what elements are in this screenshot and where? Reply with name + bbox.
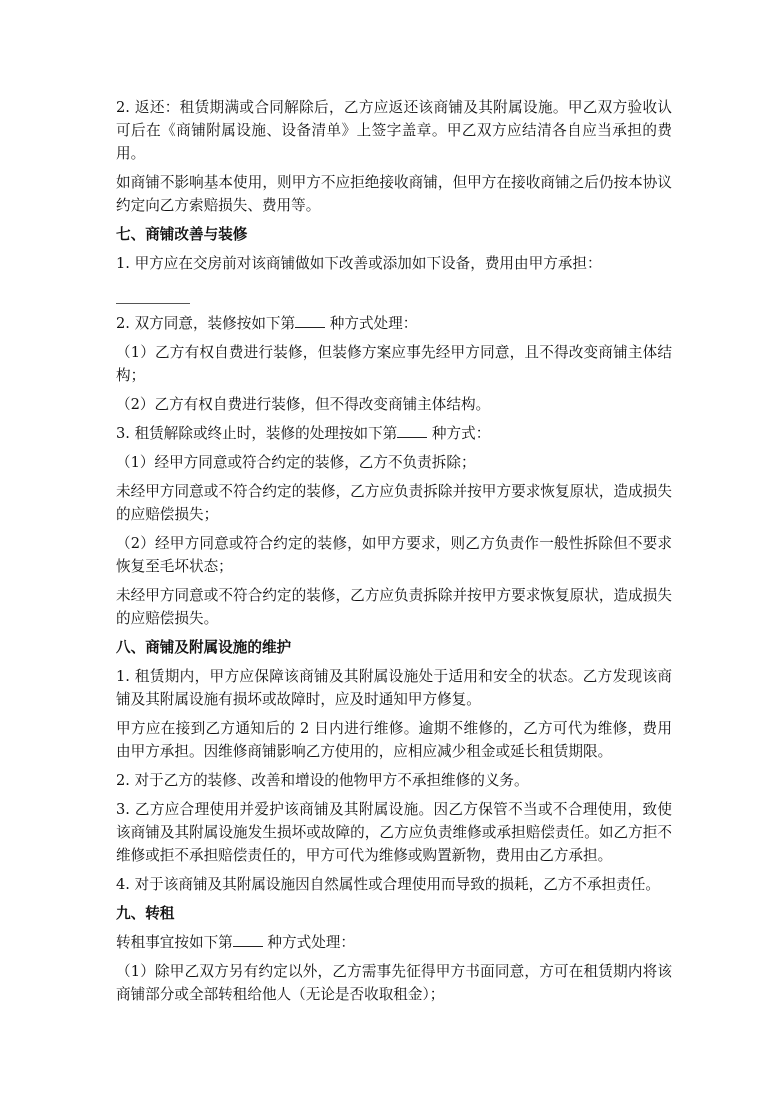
paragraph-text-after: 种方式： bbox=[431, 425, 491, 442]
paragraph: 2. 对于乙方的装修、改善和增设的他物甲方不承担维修的义务。 bbox=[116, 772, 529, 789]
paragraph: 4. 对于该商铺及其附属设施因自然属性或合理使用而导致的损耗，乙方不承担责任。 bbox=[116, 876, 660, 893]
paragraph: 如商铺不影响基本使用，则甲方不应拒绝接收商铺，但甲方在接收商铺之后仍按本协议约定向乙方索赔损失、费用等。 bbox=[116, 174, 672, 214]
paragraph: （1）乙方有权自费进行装修，但装修方案应事先经甲方同意，且不得改变商铺主体结构； bbox=[116, 344, 672, 384]
paragraph: 3. 乙方应合理使用并爱护该商铺及其附属设施。因乙方保管不当或不合理使用，致使该商铺及其附属设施发生损坏或故障的，乙方应负责维修或承担赔偿责任。如乙方拒不维修或拒不承担赔偿责任的，甲方可代为维修或购置新物，费用由乙方承担。 bbox=[116, 801, 672, 864]
paragraph-text-after: 种方式处理： bbox=[267, 934, 355, 951]
fill-in-blank bbox=[233, 931, 263, 947]
paragraph: 未经甲方同意或不符合约定的装修，乙方应负责拆除并按甲方要求恢复原状，造成损失的应赔偿损失。 bbox=[116, 587, 672, 627]
paragraph: 1. 甲方应在交房前对该商铺做如下改善或添加如下设备，费用由甲方承担： bbox=[116, 255, 602, 272]
fill-in-blank bbox=[295, 312, 325, 328]
paragraph: 未经甲方同意或不符合约定的装修，乙方应负责拆除并按甲方要求恢复原状，造成损失的应赔偿损失； bbox=[116, 483, 672, 523]
paragraph: 甲方应在接到乙方通知后的 2 日内进行维修。逾期不维修的，乙方可代为维修，费用由甲方承担。因维修商铺影响乙方使用的，应相应减少租金或延长租赁期限。 bbox=[116, 720, 672, 760]
fill-in-blank bbox=[397, 422, 427, 438]
paragraph-text-before: 3. 租赁解除或终止时，装修的处理按如下第 bbox=[116, 425, 398, 442]
paragraph-text-before: 2. 双方同意，装修按如下第 bbox=[116, 315, 296, 332]
paragraph: （1）除甲乙双方另有约定以外，乙方需事先征得甲方书面同意，方可在租赁期内将该商铺部分或全部转租给他人（无论是否收取租金）； bbox=[116, 963, 672, 1003]
paragraph-text-after: 种方式处理： bbox=[329, 315, 418, 332]
paragraph: （2）乙方有权自费进行装修，但不得改变商铺主体结构。 bbox=[116, 396, 491, 413]
paragraph: （2）经甲方同意或符合约定的装修，如甲方要求，则乙方负责作一般性拆除但不要求恢复至毛坏状态； bbox=[116, 535, 672, 575]
section-heading: 九、转租 bbox=[116, 905, 175, 922]
paragraph: （1）经甲方同意或符合约定的装修，乙方不负责拆除； bbox=[116, 454, 476, 471]
paragraph-text-before: 转租事宜按如下第 bbox=[116, 934, 233, 951]
paragraph: 1. 租赁期内，甲方应保障该商铺及其附属设施处于适用和安全的状态。乙方发现该商铺及其附属设施有损坏或故障时，应及时通知甲方修复。 bbox=[116, 668, 672, 708]
section-heading: 七、商铺改善与装修 bbox=[116, 226, 248, 243]
paragraph-with-blank bbox=[116, 931, 672, 954]
fill-in-blank-line bbox=[116, 281, 190, 304]
section-heading: 八、商铺及附属设施的维护 bbox=[116, 639, 292, 656]
paragraph-with-blank bbox=[116, 312, 672, 335]
paragraph-with-blank bbox=[116, 422, 672, 445]
paragraph: 2. 返还：租赁期满或合同解除后，乙方应返还该商铺及其附属设施。甲乙双方验收认可后在《商铺附属设施、设备清单》上签字盖章。甲乙双方应结清各自应当承担的费用。 bbox=[116, 99, 672, 162]
document-body bbox=[116, 96, 672, 1012]
